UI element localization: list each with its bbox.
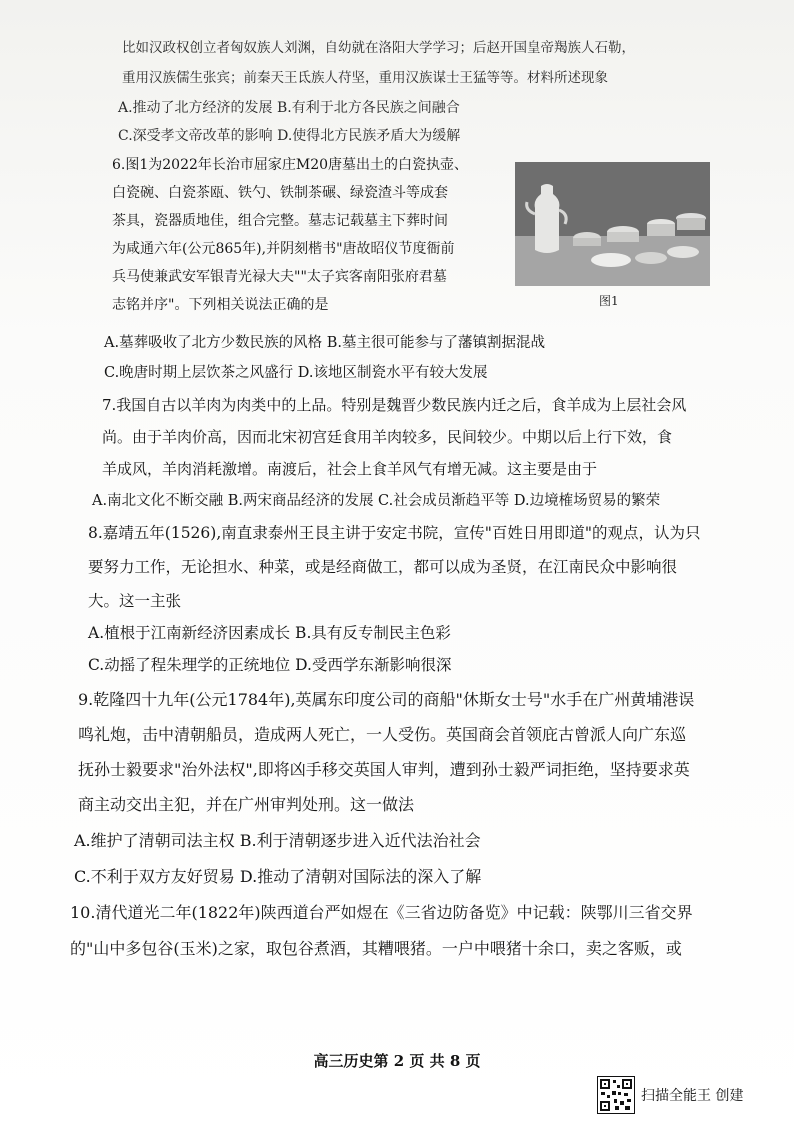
figure-caption: 图1 — [599, 294, 619, 308]
question-6-line: 为咸通六年(公元865年),并阴刻楷书"唐故昭仪节度衙前 — [112, 241, 455, 257]
option-line: A.植根于江南新经济因素成长 B.具有反专制民主色彩 — [88, 624, 451, 642]
question-10-line: 的"山中多包谷(玉米)之家，取包谷煮酒，其糟喂猪。一户中喂猪十余口，卖之客贩，或 — [70, 939, 682, 958]
question-9-line: 鸣礼炮，击中清朝船员，造成两人死亡，一人受伤。英国商会首领庇古曾派人向广东巡 — [78, 725, 687, 744]
porcelain-teaware-image — [515, 162, 710, 286]
question-10-line: 10.清代道光二年(1822年)陕西道台严如煜在《三省边防备览》中记载：陕鄂川三省交界 — [70, 903, 693, 922]
page-footer: 高三历史第 2 页 共 8 页 — [313, 1052, 481, 1070]
text-line: 比如汉政权创立者匈奴族人刘渊，自幼就在洛阳大学学习；后赵开国皇帝羯族人石勒， — [122, 40, 635, 56]
question-9-line: 抚孙士毅要求"治外法权",即将凶手移交英国人审判，遭到孙士毅严词拒绝，坚持要求英 — [78, 760, 690, 779]
scanner-watermark: 扫描全能王 创建 — [641, 1088, 744, 1104]
question-8-line: 大。这一主张 — [88, 592, 182, 610]
qr-code-icon — [597, 1076, 635, 1114]
question-9-line: 商主动交出主犯，并在广州审判处刑。这一做法 — [78, 795, 415, 814]
option-line: C.深受孝文帝改革的影响 D.使得北方民族矛盾大为缓解 — [118, 128, 461, 144]
option-line: A.维护了清朝司法主权 B.利于清朝逐步进入近代法治社会 — [74, 831, 481, 850]
question-6-line: 兵马使兼武安军银青光禄大夫""太子宾客南阳张府君墓 — [112, 269, 447, 285]
option-line: C.动摇了程朱理学的正统地位 D.受西学东渐影响很深 — [88, 656, 452, 674]
tang-porcelain-photo — [515, 162, 710, 286]
text-line: 重用汉族儒生张宾；前秦天王氐族人苻坚，重用汉族谋士王猛等等。材料所述现象 — [122, 70, 608, 86]
option-line: C.晚唐时期上层饮茶之风盛行 D.该地区制瓷水平有较大发展 — [104, 365, 488, 381]
question-6-line: 6.图1为2022年长治市屈家庄M20唐墓出土的白瓷执壶、 — [112, 157, 469, 173]
option-line: A.推动了北方经济的发展 B.有利于北方各民族之间融合 — [118, 100, 460, 116]
question-7-line: 羊成风，羊肉消耗激增。南渡后，社会上食羊风气有增无减。这主要是由于 — [102, 460, 598, 478]
question-8-line: 要努力工作，无论担水、种菜，或是经商做工，都可以成为圣贤，在江南民众中影响很 — [88, 558, 678, 576]
option-line: A.南北文化不断交融 B.两宋商品经济的发展 C.社会成员渐趋平等 D.边境榷场贸易的繁荣 — [92, 493, 661, 509]
question-7-line: 7.我国自古以羊肉为肉类中的上品。特别是魏晋少数民族内迁之后，食羊成为上层社会风 — [102, 396, 687, 414]
question-8-line: 8.嘉靖五年(1526),南直隶泰州王艮主讲于安定书院，宣传"百姓日用即道"的观点，认为只 — [88, 524, 701, 542]
question-6-line: 茶具，瓷器质地佳，组合完整。墓志记载墓主下葬时间 — [112, 213, 448, 229]
option-line: A.墓葬吸收了北方少数民族的风格 B.墓主很可能参与了藩镇割据混战 — [104, 335, 545, 351]
question-6-line: 白瓷碗、白瓷茶瓯、铁勺、铁制茶碾、绿瓷渣斗等成套 — [112, 185, 448, 201]
question-6-line: 志铭并序"。下列相关说法正确的是 — [112, 297, 329, 313]
question-9-line: 9.乾隆四十九年(公元1784年),英属东印度公司的商船"休斯女士号"水手在广州黄埔港误 — [78, 690, 695, 709]
option-line: C.不利于双方友好贸易 D.推动了清朝对国际法的深入了解 — [74, 867, 482, 886]
question-7-line: 尚。由于羊肉价高，因而北宋初宫廷食用羊肉较多，民间较少。中期以后上行下效，食 — [102, 428, 673, 446]
